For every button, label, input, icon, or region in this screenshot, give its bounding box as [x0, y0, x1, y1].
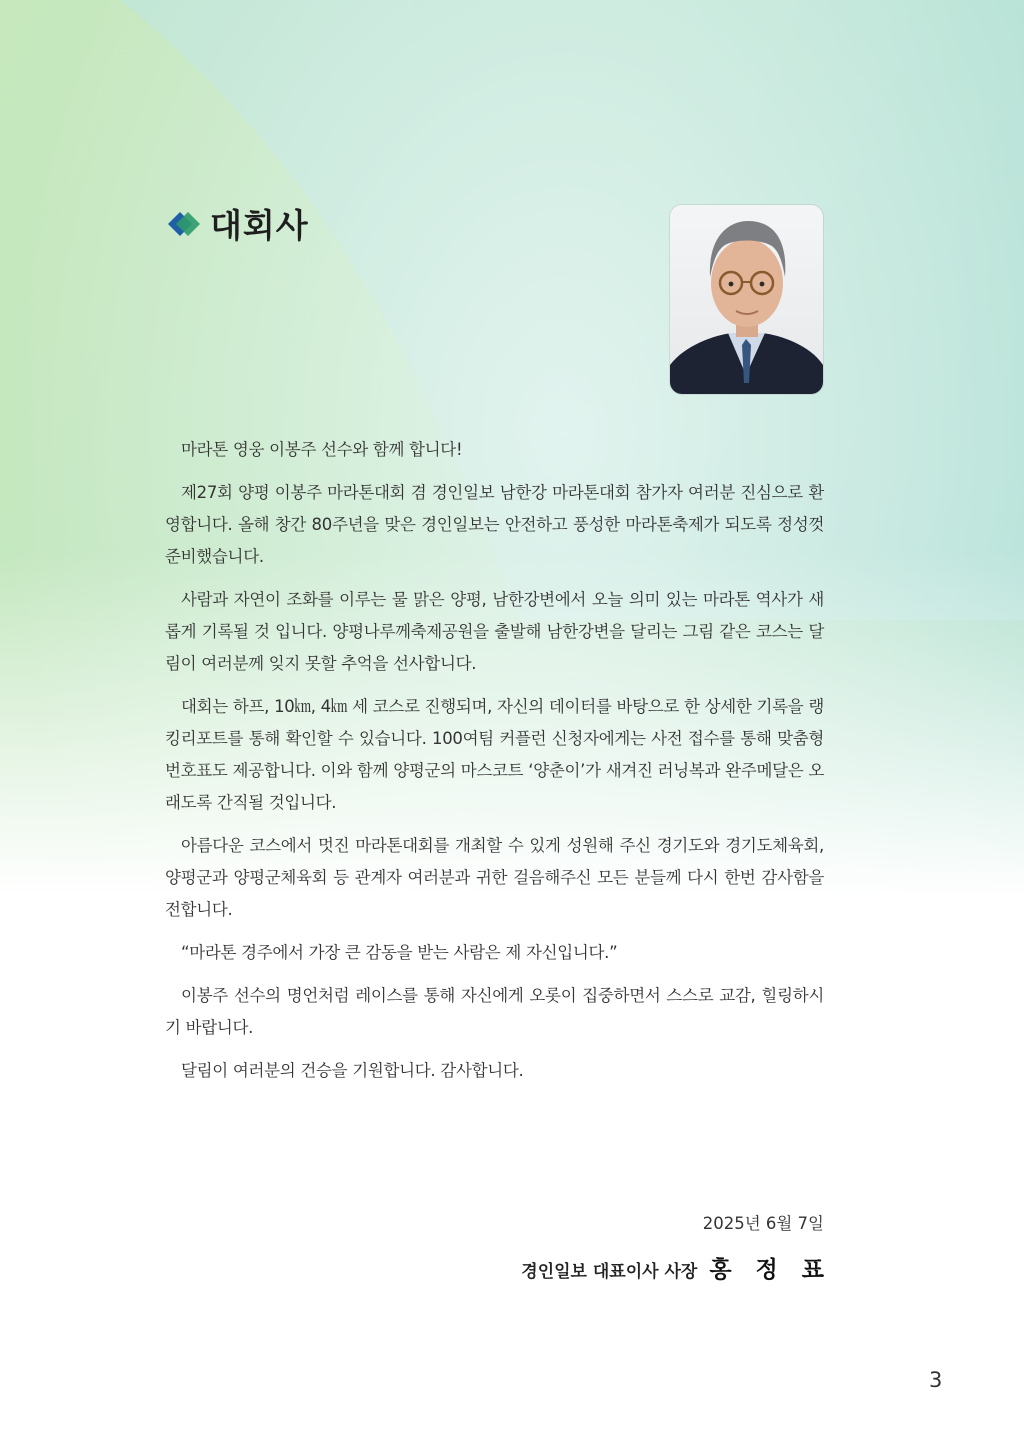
body-paragraph: 사람과 자연이 조화를 이루는 물 맑은 양평, 남한강변에서 오늘 의미 있는 마라톤 역사가 새롭게 기록될 것 입니다. 양평나루께축제공원을 출발해 남한강변을 달리는 그림 같은 코스는 달림이 여러분께 잊지 못할 추억을 선사합니다.	[165, 590, 824, 673]
body-paragraph: 제27회 양평 이봉주 마라톤대회 겸 경인일보 남한강 마라톤대회 참가자 여러분 진심으로 환영합니다. 올해 창간 80주년을 맞은 경인일보는 안전하고 풍성한 마라톤축제가 되도록 정성껏 준비했습니다.	[165, 483, 824, 566]
portrait-photo	[670, 205, 823, 394]
letter-body	[165, 434, 824, 1098]
body-paragraph: 달림이 여러분의 건승을 기원합니다. 감사합니다.	[181, 1061, 524, 1080]
diamond-bullet-icon	[166, 210, 202, 238]
body-paragraph: 아름다운 코스에서 멋진 마라톤대회를 개최할 수 있게 성원해 주신 경기도와 경기도체육회, 양평군과 양평군체육회 등 관계자 여러분과 귀한 걸음해주신 모든 분들께 다시 한번 감사함을 전합니다.	[165, 836, 824, 919]
letter-date: 2025년 6월 7일	[702, 1214, 824, 1233]
body-paragraph: 이봉주 선수의 명언처럼 레이스를 통해 자신에게 오롯이 집중하면서 스스로 교감, 힐링하시기 바랍니다.	[165, 986, 824, 1037]
body-paragraph: 마라톤 영웅 이봉주 선수와 함께 합니다!	[181, 440, 463, 459]
page-title: 대회사	[210, 206, 309, 245]
signer-block	[521, 1251, 832, 1284]
quote-paragraph: “마라톤 경주에서 가장 큰 감동을 받는 사람은 제 자신입니다.”	[181, 943, 618, 962]
section-header	[166, 200, 309, 247]
portrait-illustration	[670, 205, 823, 394]
body-paragraph: 대회는 하프, 10㎞, 4㎞ 세 코스로 진행되며, 자신의 데이터를 바탕으로 한 상세한 기록을 랭킹리포트를 통해 확인할 수 있습니다. 100여팀 커플런 신청자에게는 사전 접수를 통해 맞춤형 번호표도 제공합니다. 이와 함께 양평군의 마스코트 ‘양춘이’가 새겨진 러닝복과 완주메달은 오래도록 간직될 것입니다.	[165, 697, 824, 812]
signer-name: 홍 정 표	[709, 1256, 832, 1283]
signer-title: 경인일보 대표이사 사장	[521, 1262, 698, 1282]
page-number: 3	[929, 1368, 943, 1392]
